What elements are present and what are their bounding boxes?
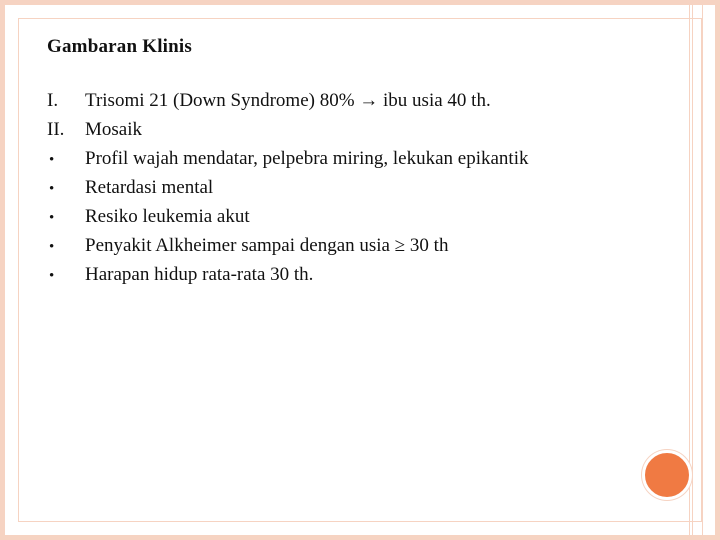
list-item bbox=[47, 119, 529, 148]
bullet-marker: • bbox=[49, 181, 55, 197]
bullet-marker: • bbox=[49, 152, 55, 168]
list-item bbox=[47, 148, 529, 177]
list-marker: II. bbox=[47, 119, 65, 140]
bullet-marker: • bbox=[49, 239, 55, 255]
list-item-text: Trisomi 21 (Down Syndrome) 80% → ibu usia 40 th. bbox=[85, 90, 491, 111]
list-item-text: Harapan hidup rata-rata 30 th. bbox=[85, 264, 314, 285]
bullet-marker: • bbox=[49, 210, 55, 226]
side-decor-line bbox=[702, 0, 703, 540]
side-decor-line bbox=[689, 0, 690, 540]
content-list bbox=[47, 90, 529, 293]
accent-circle bbox=[642, 450, 692, 500]
list-item bbox=[47, 177, 529, 206]
list-marker: I. bbox=[47, 90, 59, 111]
side-decor-line bbox=[692, 0, 693, 540]
list-item bbox=[47, 235, 529, 264]
list-item bbox=[47, 264, 529, 293]
list-item-text: Mosaik bbox=[85, 119, 142, 140]
list-item bbox=[47, 206, 529, 235]
list-item-text: Resiko leukemia akut bbox=[85, 206, 250, 227]
slide-title: Gambaran Klinis bbox=[47, 36, 192, 57]
list-item-text: Retardasi mental bbox=[85, 177, 214, 198]
list-item-text: Penyakit Alkheimer sampai dengan usia ≥ 30 th bbox=[85, 235, 449, 256]
list-item-text: Profil wajah mendatar, pelpebra miring, lekukan epikantik bbox=[85, 148, 529, 169]
list-item bbox=[47, 90, 529, 119]
bullet-marker: • bbox=[49, 268, 55, 284]
